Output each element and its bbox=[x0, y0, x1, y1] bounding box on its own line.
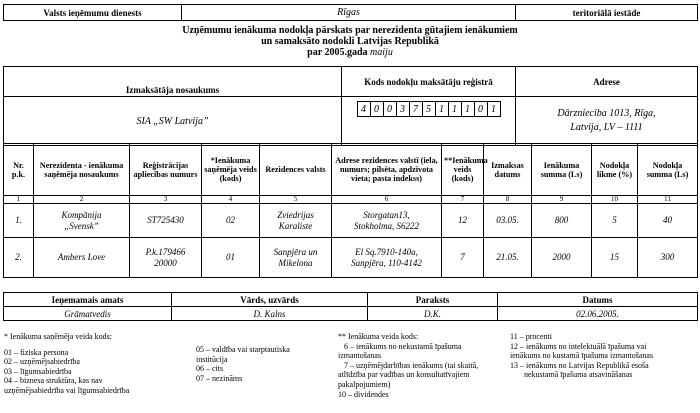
sign-value[interactable]: D.K. bbox=[368, 307, 498, 321]
payer-code-digit: 5 bbox=[423, 102, 436, 116]
payer-address-line-2: Latvija, LV – 1111 bbox=[570, 122, 643, 133]
date-value[interactable]: 02.06.2005. bbox=[498, 307, 698, 321]
col-number: 11 bbox=[638, 196, 698, 204]
title-line-2: un samaksāto nodokli Latvijas Republikā bbox=[261, 36, 439, 47]
payer-code-digit: 7 bbox=[410, 102, 423, 116]
income-code-legend bbox=[338, 332, 478, 399]
name-value[interactable]: D. Kalns bbox=[172, 307, 368, 321]
address-line-1: El Sq.7910-140a, bbox=[355, 246, 418, 257]
table-row bbox=[4, 204, 698, 238]
col-header: Adrese rezidences valstī (iela, numurs; pilsēta, apdzīvota vieta; pasta indekss) bbox=[332, 144, 442, 196]
payer-name-label: Izmaksātāja nosaukums bbox=[4, 84, 342, 97]
registration-number[interactable] bbox=[130, 238, 202, 278]
col-header: Nr. p.k. bbox=[4, 144, 34, 196]
legend-item: institūcija bbox=[196, 354, 228, 364]
col-header: Izmaksas datums bbox=[484, 144, 532, 196]
payer-code-digit: 4 bbox=[358, 102, 371, 116]
col-header: *Ienākuma saņēmēja veids (kods) bbox=[202, 144, 260, 196]
col-header: Rezidences valsts bbox=[260, 144, 332, 196]
tax-sum[interactable]: 40 bbox=[638, 204, 698, 238]
legend-item: 03 – līgumsabiedrība bbox=[4, 366, 72, 376]
legend-item: 07 – nezināms bbox=[196, 373, 243, 383]
col-header: Reģistrācijas apliecības numurs bbox=[130, 144, 202, 196]
payer-code-digits[interactable] bbox=[357, 101, 501, 117]
income-type[interactable]: 12 bbox=[442, 204, 484, 238]
income-type[interactable]: 7 bbox=[442, 238, 484, 278]
income-sum[interactable]: 800 bbox=[532, 204, 592, 238]
payment-date[interactable]: 21.05. bbox=[484, 238, 532, 278]
title-line-1: Uzņēmumu ienākuma nodokļa pārskats par nerezidenta gūtajiem ienākumiem bbox=[182, 25, 518, 36]
tax-rate[interactable]: 15 bbox=[592, 238, 638, 278]
col-header: Ienākuma summa (Ls) bbox=[532, 144, 592, 196]
title-month[interactable]: maiju bbox=[370, 47, 393, 58]
country-line-2: Karaliste bbox=[278, 220, 313, 231]
legend-item: 6 – ienākums no nekustamā īpašuma bbox=[344, 341, 462, 351]
recipient-type[interactable]: 02 bbox=[202, 204, 260, 238]
legend-item: 02 – uzņēmējsabiedrība bbox=[4, 357, 80, 367]
country-line-1: Zviedrijas bbox=[277, 209, 314, 220]
payer-code-digit: 0 bbox=[475, 102, 488, 116]
recipient-legend-title: * Ienākuma saņēmēja veida kods: bbox=[4, 332, 112, 341]
payer-code-digit: 1 bbox=[449, 102, 462, 116]
recipient-name[interactable]: Ambers Love bbox=[34, 238, 130, 278]
payer-name-value[interactable]: SIA „SW Latvija” bbox=[4, 97, 342, 146]
title-line-3 bbox=[0, 47, 700, 58]
legend-item: pakalpojumiem) bbox=[338, 379, 391, 389]
col-header: Nerezidenta - ienākuma saņēmēja nosaukums bbox=[34, 144, 130, 196]
recipient-name-line-1: Kompānija bbox=[61, 209, 102, 220]
report-title bbox=[0, 25, 700, 58]
tax-sum[interactable]: 300 bbox=[638, 238, 698, 278]
recipient-type[interactable]: 01 bbox=[202, 238, 260, 278]
signature-block bbox=[3, 292, 698, 321]
legend-item: nekustamā īpašuma atsavināšanas bbox=[524, 370, 633, 380]
payment-date[interactable]: 03.05. bbox=[484, 204, 532, 238]
recipient-code-legend-col2 bbox=[196, 345, 290, 383]
registration-number[interactable]: ST725430 bbox=[130, 204, 202, 238]
office-label: teritoriālā iestāde bbox=[516, 5, 698, 21]
col-number: 9 bbox=[532, 196, 592, 204]
sign-label: Paraksts bbox=[368, 293, 498, 307]
col-number: 6 bbox=[332, 196, 442, 204]
legend-item: 05 – valdība vai starptautiska bbox=[196, 345, 290, 354]
country-line-2: Mikelona bbox=[278, 257, 313, 268]
col-number: 8 bbox=[484, 196, 532, 204]
country-line-1: Sanpjēra un bbox=[273, 246, 318, 257]
payer-address-value[interactable] bbox=[516, 97, 698, 146]
legend-item: 11 – procenti bbox=[510, 332, 552, 341]
row-nr[interactable]: 2. bbox=[4, 238, 34, 278]
legend-item: 7 – uzņēmējdarbības ienākums (tai skaitā, bbox=[344, 360, 479, 370]
payer-code-cell bbox=[342, 97, 516, 146]
col-header: Nodokļa likme (%) bbox=[592, 144, 638, 196]
position-label: Ieņemamais amats bbox=[4, 293, 172, 307]
payer-address-label: Adrese bbox=[516, 67, 698, 97]
payer-code-digit: 0 bbox=[384, 102, 397, 116]
table-row bbox=[4, 238, 698, 278]
residence-country[interactable] bbox=[260, 238, 332, 278]
legend-item: 10 – dividendes bbox=[338, 389, 389, 399]
legend-item: 12 – ienākums no intelektuālā īpašuma vai bbox=[510, 341, 647, 351]
authority-header bbox=[3, 4, 698, 21]
income-table bbox=[3, 143, 698, 278]
legend-item: 13 – ienākums no Latvijas Republikā esoša bbox=[510, 360, 649, 370]
col-number: 3 bbox=[130, 196, 202, 204]
tax-rate[interactable]: 5 bbox=[592, 204, 638, 238]
recipient-name[interactable] bbox=[34, 204, 130, 238]
col-number: 1 bbox=[4, 196, 34, 204]
residence-country[interactable] bbox=[260, 204, 332, 238]
payer-code-digit: 3 bbox=[397, 102, 410, 116]
address-line-2: Sanpjēra, 110-4142 bbox=[351, 257, 422, 268]
payer-block bbox=[3, 66, 698, 146]
authority-value[interactable]: Rīgas bbox=[182, 5, 516, 21]
col-header: **Ienākuma veids (kods) bbox=[442, 144, 484, 196]
legend-item: uzņēmējsabiedrība vai līgumsabiedrība bbox=[4, 385, 130, 395]
recipient-code-legend bbox=[4, 332, 129, 396]
col-number: 5 bbox=[260, 196, 332, 204]
payer-code-digit: 1 bbox=[491, 103, 496, 115]
legend-item: ienākums no kustamā īpašuma izmantošanas bbox=[510, 351, 654, 361]
authority-label: Valsts ieņēmumu dienests bbox=[4, 5, 182, 21]
income-sum[interactable]: 2000 bbox=[532, 238, 592, 278]
income-code-legend-col2 bbox=[510, 332, 653, 380]
col-number: 4 bbox=[202, 196, 260, 204]
date-label: Datums bbox=[498, 293, 698, 307]
address-line-1: Storgatan13, bbox=[363, 209, 410, 220]
legend-item: 06 – cits bbox=[196, 364, 224, 374]
position-value[interactable]: Grāmatvedis bbox=[4, 307, 172, 321]
col-number: 10 bbox=[592, 196, 638, 204]
payer-code-digit: 1 bbox=[462, 102, 475, 116]
payer-code-digit: 1 bbox=[436, 102, 449, 116]
column-number-row bbox=[4, 196, 698, 204]
legend-item: atlīdzība par vadības un konsultatīvajiem bbox=[338, 370, 470, 380]
legend-item: izmantošanas bbox=[338, 351, 382, 361]
row-nr[interactable]: 1. bbox=[4, 204, 34, 238]
payer-address-line-1: Dārznieciba 1013, Rīga, bbox=[557, 108, 656, 119]
table-header-row bbox=[4, 144, 698, 196]
legend-item: 01 – fiziska persona bbox=[4, 347, 69, 357]
title-period: par 2005.gada bbox=[307, 47, 368, 58]
name-label: Vārds, uzvārds bbox=[172, 293, 368, 307]
income-legend-title: ** Ienākuma veida kods: bbox=[338, 332, 419, 341]
payer-code-digit: 0 bbox=[371, 102, 384, 116]
col-header: Nodokļa summa (Ls) bbox=[638, 144, 698, 196]
registration-line-2: 20000 bbox=[154, 257, 177, 268]
legend-item: 04 – biznesa struktūra, kas nav bbox=[4, 376, 103, 386]
col-number: 2 bbox=[34, 196, 130, 204]
registration-line-1: P.k.179466 bbox=[145, 246, 186, 257]
col-number: 7 bbox=[442, 196, 484, 204]
payer-code-label: Kods nodokļu maksātāju reģistrā bbox=[342, 67, 516, 97]
address-line-2: Stokholma, S6222 bbox=[354, 220, 419, 231]
residence-address[interactable] bbox=[332, 204, 442, 238]
recipient-name-line-2: „Svensk” bbox=[64, 220, 99, 231]
residence-address[interactable] bbox=[332, 238, 442, 278]
